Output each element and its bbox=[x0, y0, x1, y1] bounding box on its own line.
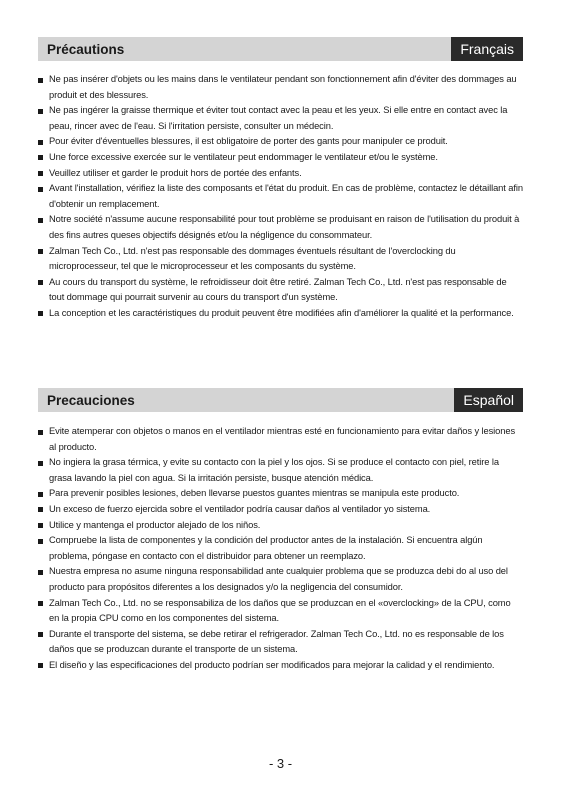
list-item bbox=[38, 166, 523, 182]
list-item bbox=[38, 518, 523, 534]
list-item bbox=[38, 72, 523, 103]
list-item-text: Ne pas insérer d'objets ou les mains dans le ventilateur pendant son fonctionnement afin d'éviter des dommages au produit et des blessures. bbox=[49, 74, 517, 100]
list-item-text: Une force excessive exercée sur le ventilateur peut endommager le ventilateur et/ou le système. bbox=[49, 151, 438, 162]
list-item bbox=[38, 486, 523, 502]
square-bullet-icon bbox=[38, 570, 43, 575]
square-bullet-icon bbox=[38, 430, 43, 435]
square-bullet-icon bbox=[38, 78, 43, 83]
list-item-text: Un exceso de fuerzo ejercida sobre el ventilador podría causar daños al ventilador yo sistema. bbox=[49, 503, 431, 514]
square-bullet-icon bbox=[38, 601, 43, 606]
list-item bbox=[38, 455, 523, 486]
list-item bbox=[38, 502, 523, 518]
list-item bbox=[38, 533, 523, 564]
list-item-text: Nuestra empresa no asume ninguna responsabilidad ante cualquier problema que se produzca debi do al uso del producto para propósitos diferentes a los designados y/o la negligencia del consumidor. bbox=[49, 566, 508, 592]
square-bullet-icon bbox=[38, 492, 43, 497]
list-item bbox=[38, 564, 523, 595]
list-item bbox=[38, 306, 523, 322]
list-item-text: Notre société n'assume aucune responsabilité pour tout problème se produisant en raison de l'utilisation du produit à des fins autres queses objectifs désignés et/ou la négligence du consommateur. bbox=[49, 214, 520, 240]
list-item bbox=[38, 134, 523, 150]
list-item-text: Durante el transporte del sistema, se debe retirar el refrigerador. Zalman Tech Co., Ltd. no es responsable de los daños que se produzcan durante el transporte de un sistema. bbox=[49, 628, 504, 655]
list-item bbox=[38, 244, 523, 275]
square-bullet-icon bbox=[38, 249, 43, 254]
square-bullet-icon bbox=[38, 632, 43, 637]
list-item bbox=[38, 275, 523, 306]
list-item bbox=[38, 658, 523, 674]
square-bullet-icon bbox=[38, 140, 43, 145]
list-item-text: Zalman Tech Co., Ltd. n'est pas responsable des dommages éventuels résultant de l'overclocking du microprocesseur, tel que le microprocesseur et les composants du système. bbox=[49, 245, 456, 272]
list-item bbox=[38, 627, 523, 658]
list-item-text: La conception et les caractéristiques du produit peuvent être modifiées afin d'améliorer la qualité et la performance. bbox=[49, 307, 514, 318]
list-item-text: Compruebe la lista de componentes y la condición del productor antes de la instalación. Si encuentra algún problema, póngase en contacto con el distribuidor para obtener un reemplazo. bbox=[49, 535, 483, 561]
section-header-es bbox=[38, 388, 523, 412]
square-bullet-icon bbox=[38, 218, 43, 223]
list-item bbox=[38, 596, 523, 627]
list-item bbox=[38, 181, 523, 212]
square-bullet-icon bbox=[38, 461, 43, 466]
list-item-text: Avant l'installation, vérifiez la liste des composants et l'état du produit. En cas de problème, contactez le détaillant afin d'obtenir un remplacement. bbox=[49, 183, 523, 209]
precautions-list-es bbox=[38, 424, 523, 674]
list-item-text: Ne pas ingérer la graisse thermique et éviter tout contact avec la peau et les yeux. Si elle entre en contact avec la peau, rincer avec de l'eau. Si l'irritation persiste, consulter un médecin. bbox=[49, 105, 508, 131]
list-item-text: Au cours du transport du système, le refroidisseur doit être retiré. Zalman Tech Co., Ltd. n'est pas responsable de tout dommage qui pourrait survenir au cours du transport d'un système. bbox=[49, 276, 507, 303]
list-item-text: Evite atemperar con objetos o manos en el ventilador mientras esté en funcionamiento para evitar daños y lesiones al producto. bbox=[49, 426, 516, 452]
square-bullet-icon bbox=[38, 155, 43, 160]
section-title-fr: Précautions bbox=[47, 41, 125, 57]
list-item bbox=[38, 212, 523, 243]
section-header-fr bbox=[38, 37, 523, 61]
square-bullet-icon bbox=[38, 109, 43, 114]
precautions-list-fr bbox=[38, 72, 523, 322]
list-item bbox=[38, 424, 523, 455]
section-precautions-fr bbox=[38, 37, 523, 322]
list-item bbox=[38, 103, 523, 134]
square-bullet-icon bbox=[38, 187, 43, 192]
list-item bbox=[38, 150, 523, 166]
section-title-es: Precauciones bbox=[47, 392, 135, 408]
square-bullet-icon bbox=[38, 663, 43, 668]
list-item-text: Veuillez utiliser et garder le produit hors de portée des enfants. bbox=[49, 167, 302, 178]
section-precautions-es bbox=[38, 388, 523, 674]
square-bullet-icon bbox=[38, 171, 43, 176]
square-bullet-icon bbox=[38, 539, 43, 544]
list-item-text: Zalman Tech Co., Ltd. no se responsabiliza de los daños que se produzcan en el «overclocking» de la CPU, como en la propia CPU como en los componentes del sistema. bbox=[49, 597, 511, 624]
square-bullet-icon bbox=[38, 507, 43, 512]
square-bullet-icon bbox=[38, 280, 43, 285]
list-item-text: Pour éviter d'éventuelles blessures, il est obligatoire de porter des gants pour manipuler ce produit. bbox=[49, 136, 448, 147]
language-tag-fr: Français bbox=[451, 37, 523, 61]
page-number: - 3 - bbox=[268, 756, 293, 771]
list-item-text: No ingiera la grasa térmica, y evite su contacto con la piel y los ojos. Si se produce el contacto con piel, retire la grasa lavando la piel con agua. Si la irritación persiste, busque atención médica. bbox=[49, 457, 499, 483]
square-bullet-icon bbox=[38, 311, 43, 316]
list-item-text: Para prevenir posibles lesiones, deben llevarse puestos guantes mientras se manipula este producto. bbox=[49, 488, 460, 499]
list-item-text: Utilice y mantenga el productor alejado de los niños. bbox=[49, 519, 261, 530]
square-bullet-icon bbox=[38, 523, 43, 528]
language-tag-es: Español bbox=[454, 388, 523, 412]
list-item-text: El diseño y las especificaciones del producto podrían ser modificados para mejorar la calidad y el rendimiento. bbox=[49, 659, 495, 670]
